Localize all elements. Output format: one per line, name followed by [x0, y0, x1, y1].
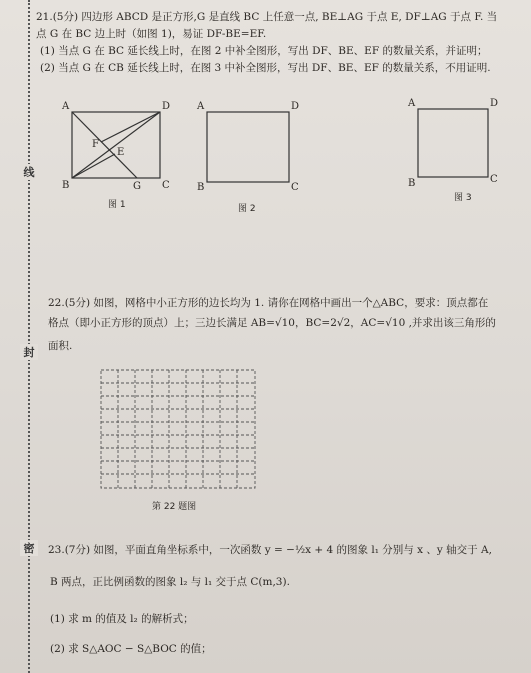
fig3-caption: 图 3	[454, 193, 472, 203]
q22-grid	[101, 370, 255, 488]
fig3-label-c: C	[490, 174, 498, 185]
fig2-label-a: A	[197, 101, 205, 112]
binding-mark-line: 线	[20, 164, 38, 180]
fig1-label-a: A	[62, 101, 70, 112]
fig2-label-b: B	[197, 182, 205, 193]
q22-line-3: 面积.	[48, 340, 73, 352]
fig1-label-e: E	[117, 147, 125, 158]
fig1-line-be	[72, 154, 115, 178]
fig1-label-b: B	[62, 180, 70, 191]
q23-line-3: (1) 求 m 的值及 l₂ 的解析式；	[50, 613, 194, 625]
q22-line-1: 22.(5分) 如图，网格中小正方形的边长均为 1. 请你在网格中画出一个△ABC，要求：顶点都在	[48, 297, 489, 309]
fig3-label-d: D	[490, 98, 499, 109]
figure-2-square	[207, 112, 289, 182]
q21-line-2: 点 G 在 BC 边上时（如图 1)，易证 DF-BE=EF.	[36, 28, 267, 40]
fig1-line-ag	[72, 112, 137, 178]
fig1-line-df	[101, 112, 160, 142]
q21-line-4: (2) 当点 G 在 CB 延长线上时，在图 3 中补全图形，写出 DF、BE、EF 的数量关系，不用证明.	[40, 62, 491, 74]
fig1-label-c: C	[162, 180, 170, 191]
figure-1	[72, 112, 160, 178]
fig3-label-b: B	[408, 178, 416, 189]
fig3-label-a: A	[408, 98, 416, 109]
q22-grid-caption: 第 22 题图	[152, 502, 197, 512]
q22-line-2: 格点（即小正方形的顶点）上；三边长满足 AB=√10，BC=2√2，AC=√10 ,并求出该三角形的	[48, 317, 496, 329]
fig1-line-bd	[72, 112, 160, 178]
fig1-label-g: G	[133, 181, 141, 192]
binding-mark-secret: 密	[20, 540, 38, 556]
binding-mark-seal: 封	[20, 344, 38, 360]
fig1-label-f: F	[92, 139, 99, 150]
fig1-caption: 图 1	[108, 200, 126, 210]
fig1-label-d: D	[162, 101, 171, 112]
q21-line-3: (1) 当点 G 在 BC 延长线上时，在图 2 中补全图形，写出 DF、BE、EF 的数量关系，并证明；	[40, 45, 488, 57]
figure-3-square	[418, 109, 488, 177]
q23-line-1: 23.(7分) 如图，平面直角坐标系中，一次函数 y = −½x + 4 的图象 l₁ 分别与 x 、y 轴交于 A,	[48, 544, 492, 556]
fig2-label-c: C	[291, 182, 299, 193]
fig2-caption: 图 2	[238, 204, 256, 214]
q21-line-1: 21.(5分) 四边形 ABCD 是正方形,G 是直线 BC 上任意一点, BE⊥AG 于点 E, DF⊥AG 于点 F. 当	[36, 11, 498, 23]
q23-line-4: (2) 求 S△AOC − S△BOC 的值；	[50, 643, 212, 655]
fig2-label-d: D	[291, 101, 300, 112]
q23-line-2: B 两点，正比例函数的图象 l₂ 与 l₁ 交于点 C(m,3).	[50, 576, 290, 588]
